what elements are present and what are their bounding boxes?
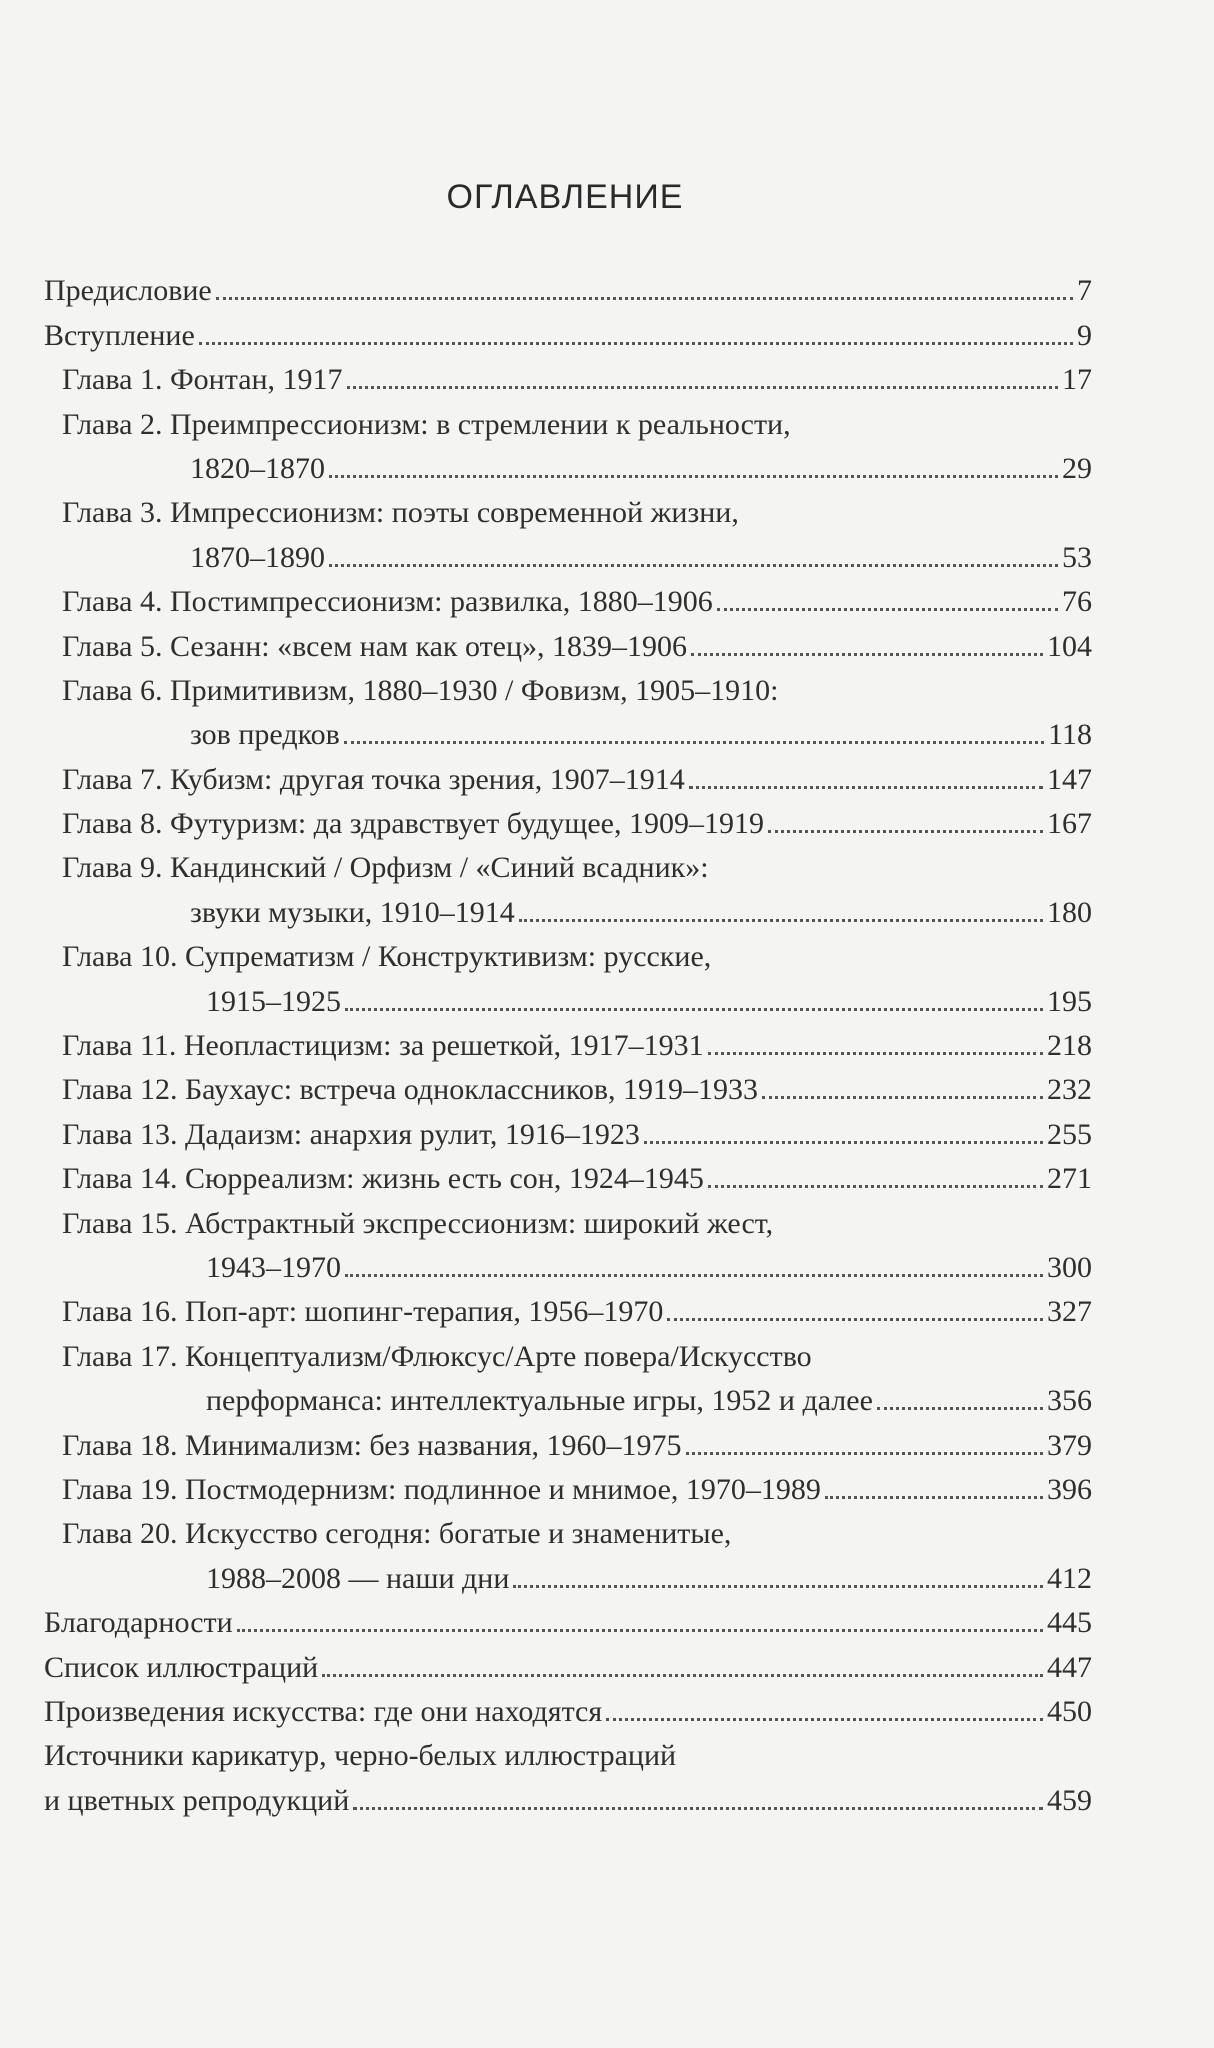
toc-entry-title: Глава 8. Футуризм: да здравствует будущее, 1909–1919: [62, 807, 764, 841]
toc-entry-title: Глава 11. Неопластицизм: за решеткой, 1917–1931: [62, 1029, 704, 1063]
toc-entry-title: 1988–2008 — наши дни: [206, 1561, 510, 1595]
leader-dots: [345, 1274, 1043, 1277]
toc-entry-page: 9: [1077, 318, 1092, 352]
leader-dots: [877, 1407, 1043, 1410]
toc-entry-continuation[interactable]: [44, 978, 1092, 1022]
toc-entry-page: 396: [1047, 1472, 1092, 1506]
toc-entry-continuation[interactable]: [44, 1378, 1092, 1422]
toc-entry[interactable]: [44, 1289, 1092, 1333]
toc-entry-page: 147: [1047, 762, 1092, 796]
toc-entry-title: Глава 10. Супрематизм / Конструктивизм: русские,: [62, 940, 712, 974]
toc-entry-title: Предисловие: [44, 274, 212, 308]
toc-entry-page: 356: [1047, 1384, 1092, 1418]
toc-entry-continuation[interactable]: [44, 1245, 1092, 1289]
toc-entry-title: Вступление: [44, 318, 195, 352]
toc-entry-continuation[interactable]: [44, 1777, 1092, 1821]
toc-entry-page: 53: [1062, 540, 1092, 574]
toc-entry-title: Глава 13. Дадаизм: анархия рулит, 1916–1923: [62, 1117, 640, 1151]
toc-entry-page: 180: [1047, 895, 1092, 929]
toc-entry-title: Глава 7. Кубизм: другая точка зрения, 1907–1914: [62, 762, 685, 796]
toc-entry-page: 327: [1047, 1295, 1092, 1329]
toc-entry[interactable]: [44, 1689, 1092, 1733]
toc-entry[interactable]: [44, 934, 1092, 978]
toc-entry-title: Благодарности: [44, 1606, 233, 1640]
toc-entry-page: 167: [1047, 807, 1092, 841]
toc-entry-page: 118: [1048, 718, 1092, 752]
leader-dots: [686, 1452, 1043, 1455]
toc-entry-continuation[interactable]: [44, 446, 1092, 490]
toc-entry-title: Список иллюстраций: [44, 1650, 319, 1684]
toc-entry[interactable]: [44, 1644, 1092, 1688]
toc-entry[interactable]: [44, 1422, 1092, 1466]
toc-entry-page: 450: [1047, 1694, 1092, 1728]
toc-entry-page: 29: [1062, 451, 1092, 485]
toc-entry-title: Глава 3. Импрессионизм: поэты современной жизни,: [62, 496, 739, 530]
table-of-contents: [44, 268, 1092, 1822]
leader-dots: [708, 1052, 1043, 1055]
toc-entry-page: 76: [1062, 585, 1092, 619]
toc-entry-title: Глава 17. Концептуализм/Флюксус/Арте повера/Искусство: [62, 1339, 812, 1373]
toc-entry[interactable]: [44, 845, 1092, 889]
toc-entry[interactable]: [44, 312, 1092, 356]
toc-entry-page: 232: [1047, 1073, 1092, 1107]
toc-entry[interactable]: [44, 268, 1092, 312]
toc-entry-title: звуки музыки, 1910–1914: [190, 895, 515, 929]
toc-entry-continuation[interactable]: [44, 1555, 1092, 1599]
toc-entry[interactable]: [44, 623, 1092, 667]
leader-dots: [344, 741, 1044, 744]
leader-dots: [667, 1318, 1043, 1321]
toc-entry-title: Глава 1. Фонтан, 1917: [62, 363, 343, 397]
toc-entry-page: 17: [1062, 363, 1092, 397]
toc-entry-page: 255: [1047, 1117, 1092, 1151]
leader-dots: [519, 919, 1043, 922]
toc-entry-page: 412: [1047, 1561, 1092, 1595]
leader-dots: [329, 475, 1058, 478]
leader-dots: [345, 1008, 1043, 1011]
toc-entry-title: Глава 9. Кандинский / Орфизм / «Синий всадник»:: [62, 851, 709, 885]
toc-entry[interactable]: [44, 401, 1092, 445]
toc-entry-continuation[interactable]: [44, 712, 1092, 756]
toc-entry[interactable]: [44, 1333, 1092, 1377]
toc-entry-page: 445: [1047, 1606, 1092, 1640]
toc-entry-title: 1820–1870: [190, 451, 325, 485]
toc-entry[interactable]: [44, 1733, 1092, 1777]
leader-dots: [322, 1674, 1043, 1677]
toc-entry-title: Глава 5. Сезанн: «всем нам как отец», 1839–1906: [62, 629, 688, 663]
toc-entry-title: перформанса: интеллектуальные игры, 1952 и далее: [206, 1384, 873, 1418]
toc-entry[interactable]: [44, 1156, 1092, 1200]
toc-entry-title: Глава 18. Минимализм: без названия, 1960–1975: [62, 1428, 682, 1462]
toc-entry-title: 1915–1925: [206, 984, 341, 1018]
leader-dots: [768, 830, 1043, 833]
toc-entry-page: 218: [1047, 1029, 1092, 1063]
toc-entry[interactable]: [44, 1600, 1092, 1644]
leader-dots: [513, 1585, 1043, 1588]
toc-entry[interactable]: [44, 1467, 1092, 1511]
toc-entry[interactable]: [44, 1200, 1092, 1244]
toc-entry[interactable]: [44, 1023, 1092, 1067]
toc-entry-title: и цветных репродукций: [44, 1783, 350, 1817]
toc-entry-title: Глава 14. Сюрреализм: жизнь есть сон, 1924–1945: [62, 1162, 704, 1196]
leader-dots: [329, 564, 1058, 567]
leader-dots: [708, 1185, 1043, 1188]
toc-entry-title: Глава 19. Постмодернизм: подлинное и мнимое, 1970–1989: [62, 1472, 821, 1506]
toc-entry-title: Глава 12. Баухаус: встреча одноклассников, 1919–1933: [62, 1073, 759, 1107]
toc-entry-page: 459: [1047, 1783, 1092, 1817]
toc-entry-title: зов предков: [190, 718, 340, 752]
toc-entry-page: 379: [1047, 1428, 1092, 1462]
page-title: ОГЛАВЛЕНИЕ: [446, 178, 684, 216]
toc-entry[interactable]: [44, 579, 1092, 623]
leader-dots: [347, 386, 1058, 389]
toc-entry[interactable]: [44, 668, 1092, 712]
toc-entry-title: 1870–1890: [190, 540, 325, 574]
leader-dots: [644, 1141, 1043, 1144]
toc-entry[interactable]: [44, 1111, 1092, 1155]
toc-entry[interactable]: [44, 357, 1092, 401]
toc-entry-title: Глава 15. Абстрактный экспрессионизм: широкий жест,: [62, 1206, 774, 1240]
toc-entry[interactable]: [44, 756, 1092, 800]
toc-entry-page: 104: [1047, 629, 1092, 663]
toc-entry-page: 300: [1047, 1250, 1092, 1284]
leader-dots: [762, 1096, 1043, 1099]
toc-entry-title: Источники карикатур, черно-белых иллюстраций: [44, 1739, 677, 1773]
toc-entry-title: 1943–1970: [206, 1250, 341, 1284]
toc-entry-title: Глава 4. Постимпрессионизм: развилка, 1880–1906: [62, 585, 713, 619]
leader-dots: [689, 786, 1043, 789]
leader-dots: [717, 608, 1058, 611]
toc-entry-page: 271: [1047, 1162, 1092, 1196]
leader-dots: [353, 1807, 1043, 1810]
toc-entry[interactable]: [44, 1067, 1092, 1111]
toc-entry[interactable]: [44, 1511, 1092, 1555]
toc-entry-continuation[interactable]: [44, 534, 1092, 578]
toc-entry[interactable]: [44, 490, 1092, 534]
toc-entry-page: 447: [1047, 1650, 1092, 1684]
toc-entry-page: 7: [1077, 274, 1092, 308]
toc-entry-title: Глава 16. Поп-арт: шопинг-терапия, 1956–1970: [62, 1295, 664, 1329]
leader-dots: [606, 1718, 1043, 1721]
toc-entry-title: Глава 2. Преимпрессионизм: в стремлении к реальности,: [62, 407, 791, 441]
leader-dots: [199, 342, 1073, 345]
leader-dots: [825, 1496, 1043, 1499]
toc-entry-title: Глава 20. Искусство сегодня: богатые и знаменитые,: [62, 1517, 732, 1551]
toc-entry[interactable]: [44, 801, 1092, 845]
leader-dots: [237, 1629, 1043, 1632]
leader-dots: [691, 653, 1043, 656]
toc-entry-page: 195: [1047, 984, 1092, 1018]
toc-entry-title: Произведения искусства: где они находятся: [44, 1694, 603, 1728]
leader-dots: [216, 297, 1073, 300]
toc-entry-title: Глава 6. Примитивизм, 1880–1930 / Фовизм, 1905–1910:: [62, 673, 779, 707]
toc-entry-continuation[interactable]: [44, 889, 1092, 933]
